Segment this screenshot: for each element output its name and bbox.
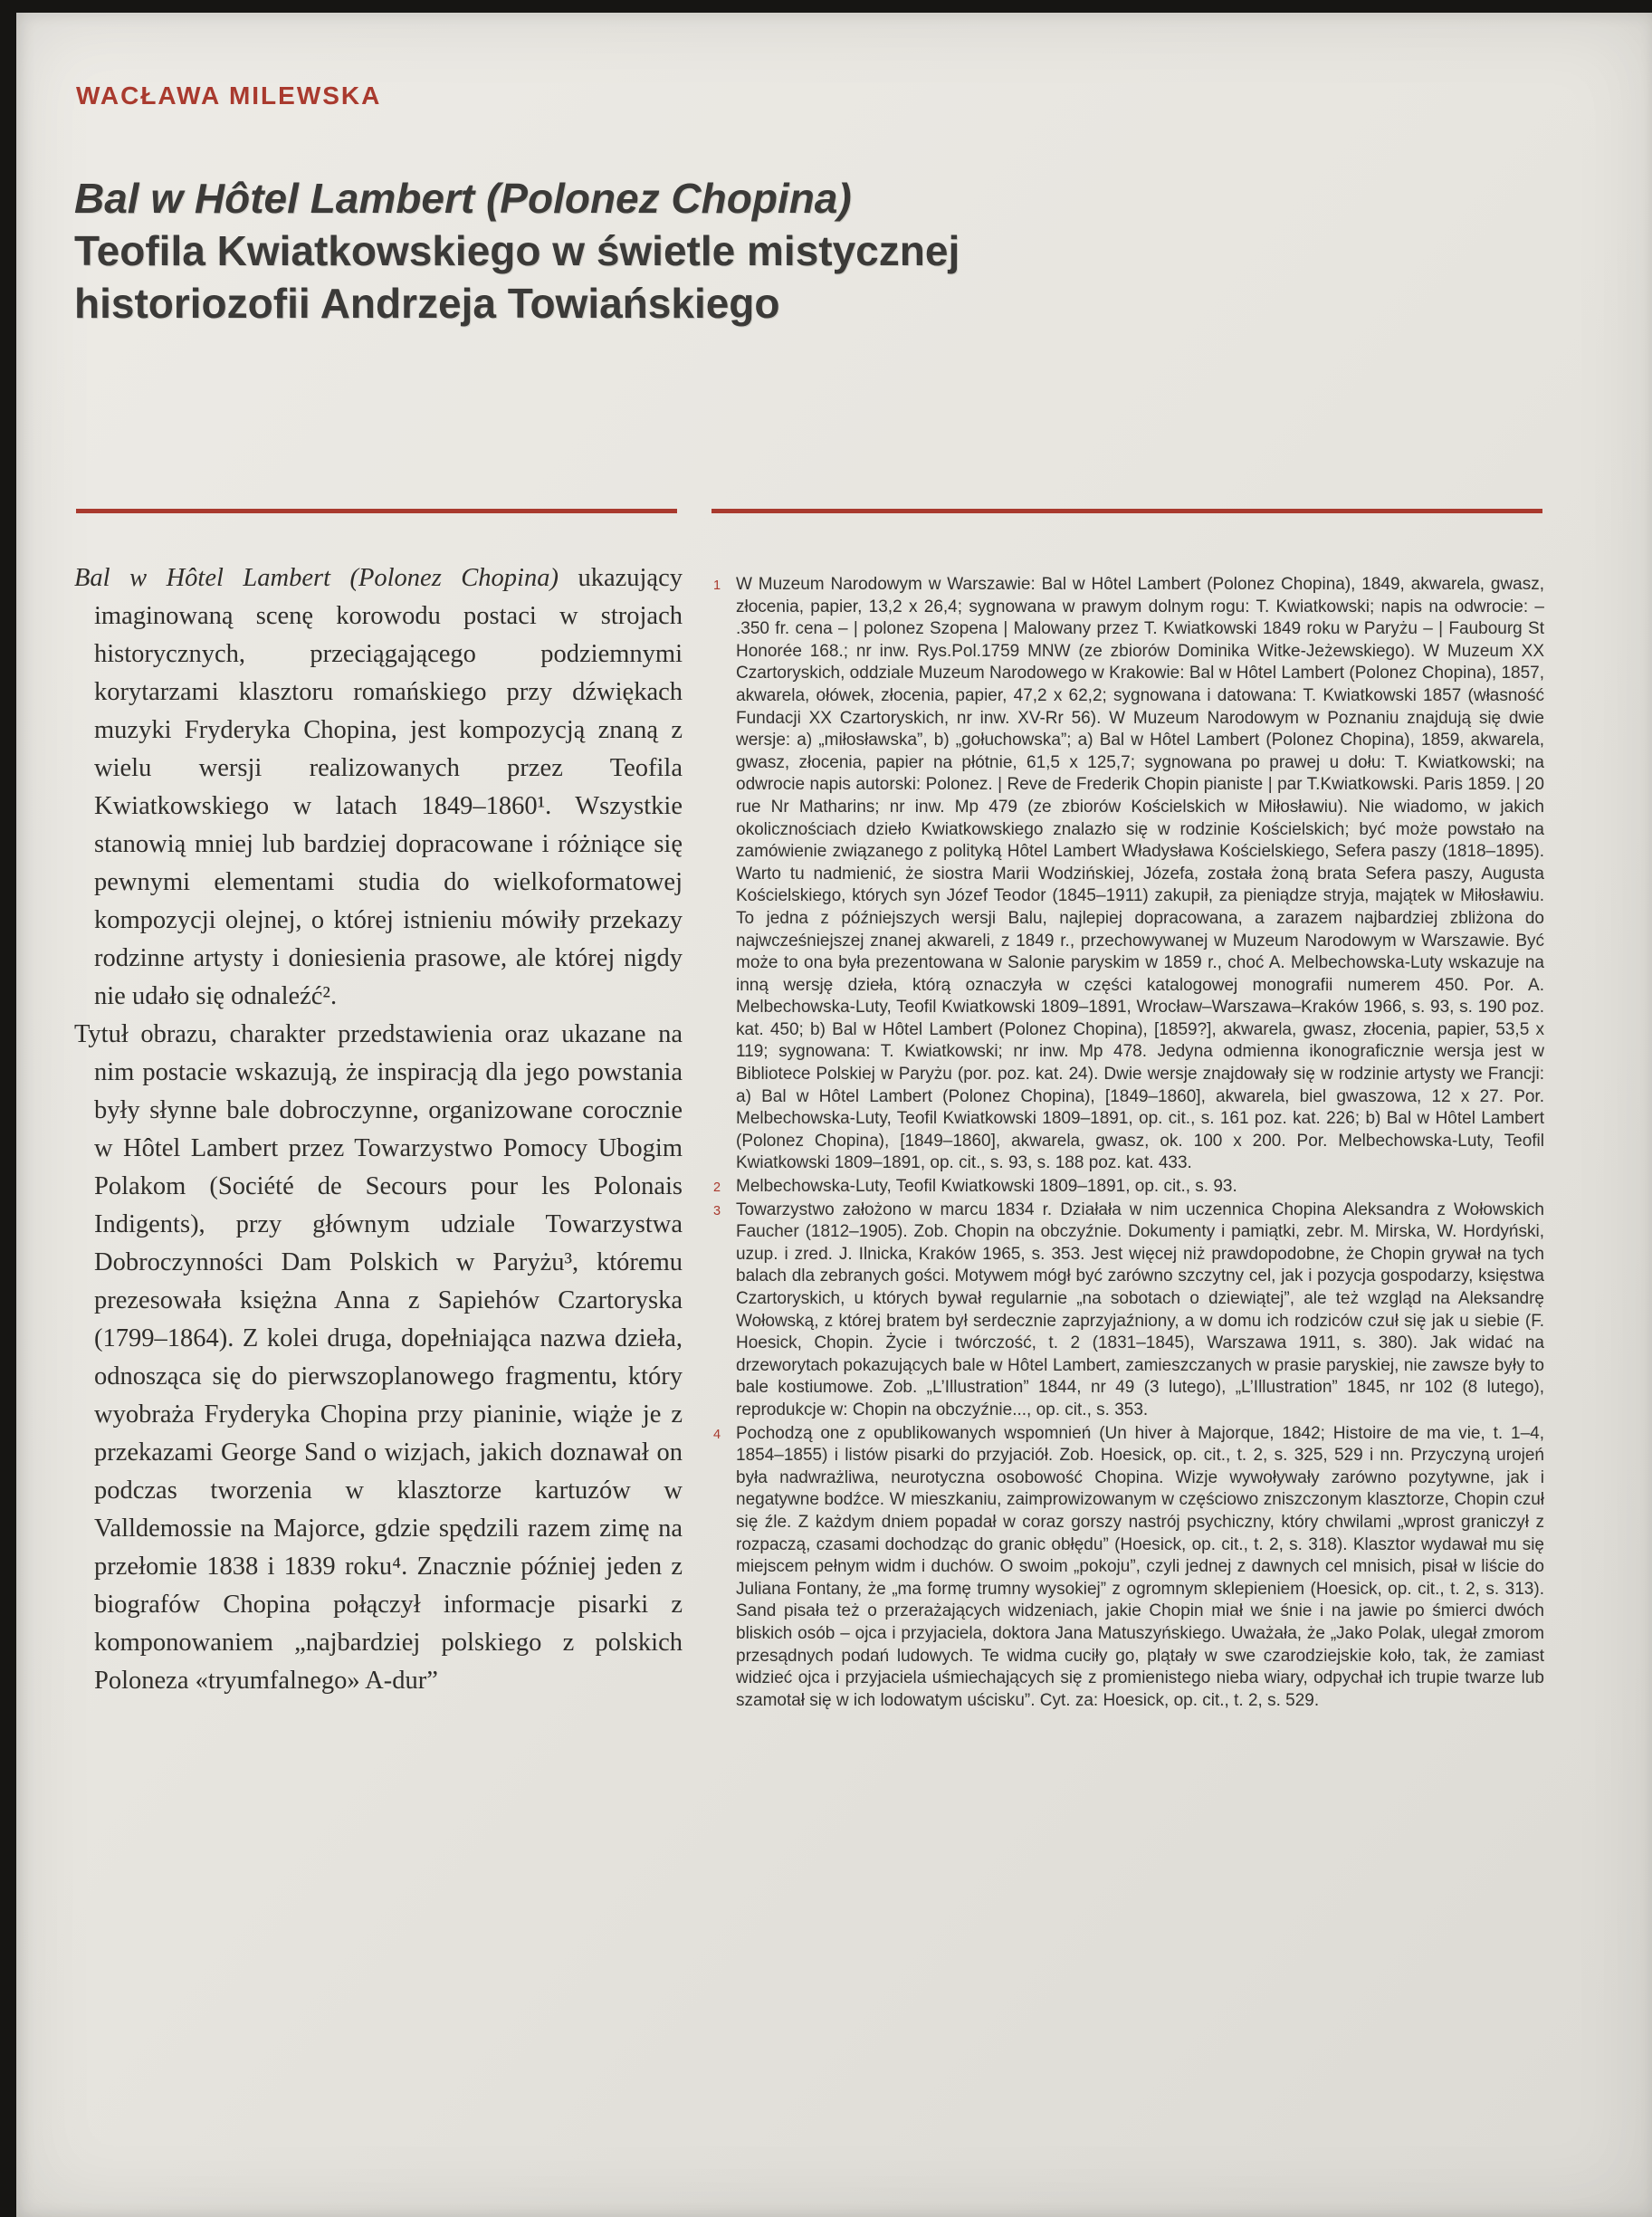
footnotes-column <box>711 574 1544 1713</box>
footnote-2-text: Melbechowska-Luty, Teofil Kwiatkowski 1809–1891, op. cit., s. 93. <box>736 1177 1237 1197</box>
article-title <box>74 172 960 330</box>
footnote-1 <box>711 574 1544 1175</box>
scanned-page <box>16 13 1652 2217</box>
footnote-2-number: 2 <box>713 1180 721 1196</box>
work-title-italic: Bal w Hôtel Lambert (Polonez Chopina) <box>74 564 559 592</box>
author-name: WACŁAWA MILEWSKA <box>76 81 382 110</box>
main-paragraph-1 <box>74 559 683 1016</box>
footnote-4 <box>711 1423 1544 1713</box>
main-text-column <box>74 559 683 1700</box>
paragraph-1-text: ukazujący imaginowaną scenę korowodu postaci w strojach historycznych, przeciągającego podziemnymi korytarzami klasztoru romańskiego przy dźwiękach muzyki Fryderyka Chopina, jest kompozycją znaną z wielu wersji realizowanych przez Teofila Kwiatkowskiego w latach 1849–1860¹. Wszystkie stanowią mniej lub bardziej dopracowane i różniące się pewnymi elementami studia do wielkoformatowej kompozycji olejnej, o której istnieniu mówiły przekazy rodzinne artysty i doniesienia prasowe, ale której nigdy nie udało się odnaleźć². <box>94 564 683 1010</box>
footnote-1-number: 1 <box>713 578 721 593</box>
footnote-3 <box>711 1199 1544 1422</box>
main-paragraph-2: Tytuł obrazu, charakter przedstawienia oraz ukazane na nim postacie wskazują, że inspiracją dla jego powstania były słynne bale dobroczynne, organizowane corocznie w Hôtel Lambert przez Towarzystwo Pomocy Ubogim Polakom (Société de Secours pour les Polonais Indigents), przy głównym udziale Towarzystwa Dobroczynności Dam Polskich w Paryżu³, któremu prezesowała księżna Anna z Sapiehów Czartoryska (1799–1864). Z kolei druga, dopełniająca nazwa dzieła, odnosząca się do pierwszoplanowego fragmentu, który wyobraża Fryderyka Chopina przy pianinie, wiąże je z przekazami George Sand o wizjach, jakich doznawał on podczas tworzenia w klasztorze kartuzów w Valldemossie na Majorce, gdzie spędzili razem zimę na przełomie 1838 i 1839 roku⁴. Znacznie później jeden z biografów Chopina połączył informacje pisarki z komponowaniem „najbardziej polskiego z polskich Poloneza «tryumfalnego» A-dur” <box>74 1020 683 1695</box>
footnote-4-number: 4 <box>713 1427 721 1442</box>
footnote-2 <box>711 1176 1544 1199</box>
title-line-1: Bal w Hôtel Lambert (Polonez Chopina) <box>74 175 852 222</box>
footnote-4-text: Pochodzą one z opublikowanych wspomnień (Un hiver à Majorque, 1842; Histoire de ma vie, t. 1–4, 1854–1855) i listów pisarki do przyjaciół. Zob. Hoesick, op. cit., t. 2, s. 325, 529 i nn. Przyczyną urojeń była nadwrażliwa, neurotyczna osobowość Chopina. Wizje wywoływały zarówno pozytywne, jak i negatywne bodźce. W mieszkaniu, zaimprowizowanym w częściowo zniszczonym klasztorze, Chopin czuł się źle. Z każdym dniem popadał w coraz gorszy nastrój psychiczny, który chwilami „wprost graniczył z rozpaczą, czasami dochodząc do granic obłędu” (Hoesick, op. cit., t. 2, s. 318). Klasztor wydawał mu się miejscem pełnym widm i duchów. O swoim „pokoju”, czyli jednej z dawnych cel mnisich, pisał w liście do Juliana Fontany, że „ma formę trumny wysokiej” z ogromnym sklepieniem (Hoesick, op. cit., t. 2, s. 313). Sand pisała też o przerażających widzeniach, jakie Chopin miał we śnie i na jawie po śmierci dwóch bliskich osób – ojca i przyjaciela, doktora Jana Matuszyńskiego. Uważała, że „Jako Polak, ulegał zmorom przesądnych podań ludowych. Te widma cuciły go, plątały w swe czarodziejskie koło, tak, że zamiast widzieć ojca i przyjaciela uśmiechających się z promienistego nieba wiary, odpychał ich trupie twarze lub szamotał się w ich lodowatym uścisku”. Cyt. za: Hoesick, op. cit., t. 2, s. 529. <box>736 1423 1544 1710</box>
title-line-2: Teofila Kwiatkowskiego w świetle mistycznej <box>74 227 960 274</box>
footnote-1-text: W Muzeum Narodowym w Warszawie: Bal w Hôtel Lambert (Polonez Chopina), 1849, akwarela, gwasz, złocenia, papier, 13,2 x 26,4; sygnowana w prawym dolnym rogu: T. Kwiatkowski; napis na odwrocie: – .350 fr. cena – | polonez Szopena | Malowany przez T. Kwiatkowski 1849 roku w Paryżu – | Faubourg St Honorée 168.; nr inw. Rys.Pol.1759 MNW (ze zbiorów Dominika Witke-Jeżewskiego). W Muzeum XX Czartoryskich, oddziale Muzeum Narodowego w Krakowie: Bal w Hôtel Lambert (Polonez Chopina), 1857, akwarela, ołówek, złocenia, papier, 47,2 x 62,2; sygnowana i datowana: T. Kwiatkowski 1857 (własność Fundacji XX Czartoryskich, nr inw. XV-Rr 56). W Muzeum Narodowym w Poznaniu znajdują się dwie wersje: a) „miłosławska”, b) „gołuchowska”; a) Bal w Hôtel Lambert (Polonez Chopina), 1859, akwarela, gwasz, złocenia, papier na płótnie, 61,5 x 125,7; sygnowana po prawej u dołu: T. Kwiatkowski; na odwrocie napis autorski: Polonez. | Reve de Frederik Chopin pianiste | par T.Kwiatkowski. Paris 1859. | 20 rue Nr Matharins; nr inw. Mp 479 (ze zbiorów Kościelskich w Miłosławiu). Nie wiadomo, w jakich okolicznościach dzieło Kwiatkowskiego znalazło się w rodzinie Kościelskich; być może powstało na zamówienie związanego z polityką Hôtel Lambert Władysława Kościelskiego, Sefera paszy (1818–1895). Warto tu nadmienić, że siostra Marii Wodzińskiej, Józefa, została żoną brata Sefera paszy, Augusta Kościelskiego, których syn Józef Teodor (1845–1911) zakupił, za pieniądze stryja, majątek w Miłosławiu. To jedna z późniejszych wersji Balu, najlepiej dopracowana, a zarazem najbardziej zbliżona do najwcześniejszej znanej akwareli, z 1849 r., przechowywanej w Muzeum Narodowym w Warszawie. Być może to ona była prezentowana w Salonie paryskim w 1859 r., choć A. Melbechowska-Luty wskazuje na inną wersję dzieła, którą oznaczyła w części katalogowej monografii numerem 450. Por. A. Melbechowska-Luty, Teofil Kwiatkowski 1809–1891, Wrocław–Warszawa–Kraków 1966, s. 93, s. 190 poz. kat. 450; b) Bal w Hôtel Lambert (Polonez Chopina), [1859?], akwarela, gwasz, złocenia, papier, 53,5 x 119; sygnowana: T. Kwiatkowski; nr inw. Mp 478. Jedyna odmienna ikonograficznie wersja jest w Bibliotece Polskiej w Paryżu (por. poz. kat. 24). Dwie wersje znajdowały się w rodzinie artysty we Francji: a) Bal w Hôtel Lambert (Polonez Chopina), [1849–1860], akwarela, biel gwaszowa, 12 x 27. Por. Melbechowska-Luty, Teofil Kwiatkowski 1809–1891, op. cit., s. 161 poz. kat. 226; b) Bal w Hôtel Lambert (Polonez Chopina), [1849–1860], akwarela, gwasz, ok. 100 x 200. Por. Melbechowska-Luty, Teofil Kwiatkowski 1809–1891, op. cit., s. 93, s. 188 poz. kat. 433. <box>736 575 1544 1173</box>
red-rule-right <box>711 509 1542 513</box>
footnote-3-text: Towarzystwo założono w marcu 1834 r. Działała w nim uczennica Chopina Aleksandra z Wołowskich Faucher (1812–1905). Zob. Chopin na obczyźnie. Dokumenty i pamiątki, zebr. M. Mirska, W. Hordyński, uzup. i zred. J. Ilnicka, Kraków 1965, s. 353. Jest więcej niż prawdopodobne, że Chopin grywał na tych balach dla zebranych gości. Motywem mógł być zarówno szczytny cel, jak i pozycja gospodarzy, księstwa Czartoryskich, u których bywał regularnie „na sobotach o dziewiątej”, ale też wzgląd na Aleksandrę Wołowską, z której bratem był serdecznie zaprzyjaźniony, a w domu ich rodziców czuł się jak u siebie (F. Hoesick, Chopin. Życie i twórczość, t. 2 (1831–1845), Warszawa 1911, s. 380). Jak widać na drzeworytach pokazujących bale w Hôtel Lambert, zamieszczanych w prasie paryskiej, nie zawsze były to bale kostiumowe. Zob. „L’Illustration” 1844, nr 49 (3 lutego), „L’Illustration” 1845, nr 102 (8 lutego), reprodukcje w: Chopin na obczyźnie..., op. cit., s. 353. <box>736 1199 1544 1419</box>
footnote-3-number: 3 <box>713 1203 721 1218</box>
red-rule-left <box>76 509 677 513</box>
title-line-3: historiozofii Andrzeja Towiańskiego <box>74 280 780 327</box>
